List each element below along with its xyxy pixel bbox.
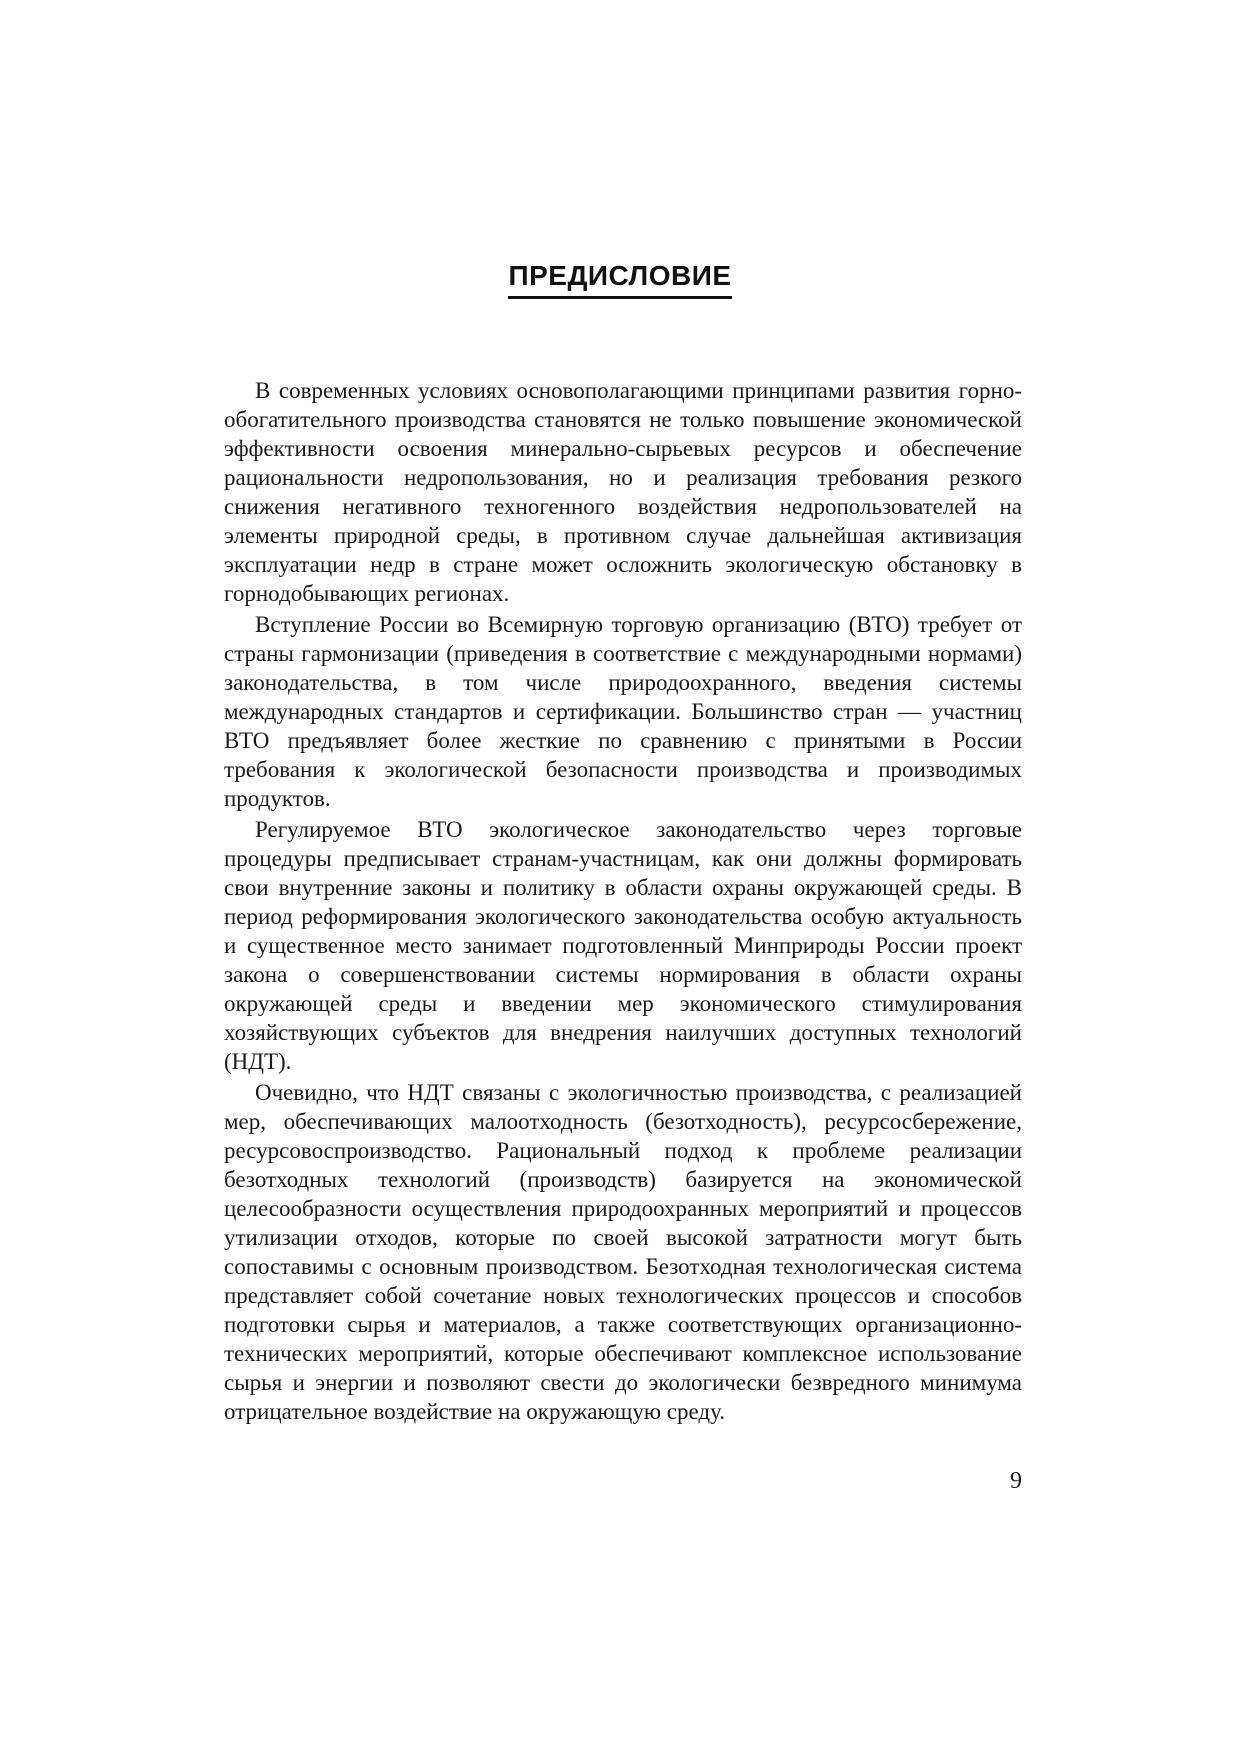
page-heading-container — [0, 260, 1240, 299]
page-number: 9 — [1010, 1468, 1022, 1494]
paragraph-2: Вступление России во Всемирную торговую организацию (ВТО) требует от страны гармонизации (приведения в соответствие с международными нормами) законодательства, в том числе природоохранного, введения системы международных стандартов и сертификации. Большинство стран — участниц ВТО предъявляет более жесткие по сравнению с принятыми в России требования к экологической безопасности производства и производимых продуктов. — [224, 612, 1022, 811]
body-text — [224, 376, 1022, 1428]
paragraph-1: В современных условиях основополагающими принципами развития горно-обогатительного производства становятся не только повышение экономической эффективности освоения минерально-сырьевых ресурсов и обеспечение рациональности недропользования, но и реализация требования резкого снижения негативного техногенного воздействия недропользователей на элементы природной среды, в противном случае дальнейшая активизация эксплуатации недр в стране может осложнить экологическую обстановку в горнодобывающих регионах. — [224, 378, 1022, 606]
paragraph-3: Регулируемое ВТО экологическое законодательство через торговые процедуры предписывает странам-участницам, как они должны формировать свои внутренние законы и политику в области охраны окружающей среды. В период реформирования экологического законодательства особую актуальность и существенное место занимает подготовленный Минприроды России проект закона о совершенствовании системы нормирования в области охраны окружающей среды и введении мер экономического стимулирования хозяйствующих субъектов для внедрения наилучших доступных технологий (НДТ). — [224, 817, 1022, 1074]
page-heading: ПРЕДИСЛОВИЕ — [508, 261, 731, 299]
paragraph-4: Очевидно, что НДТ связаны с экологичностью производства, с реализацией мер, обеспечивающих малоотходность (безотходность), ресурсосбережение, ресурсовоспроизводство. Рациональный подход к проблеме реализации безотходных технологий (производств) базируется на экономической целесообразности осуществления природоохранных мероприятий и процессов утилизации отходов, которые по своей высокой затратности могут быть сопоставимы с основным производством. Безотходная технологическая система представляет собой сочетание новых технологических процессов и способов подготовки сырья и материалов, а также соответствующих организационно-технических мероприятий, которые обеспечивают комплексное использование сырья и энергии и позволяют свести до экологически безвредного минимума отрицательное воздействие на окружающую среду. — [224, 1080, 1022, 1424]
